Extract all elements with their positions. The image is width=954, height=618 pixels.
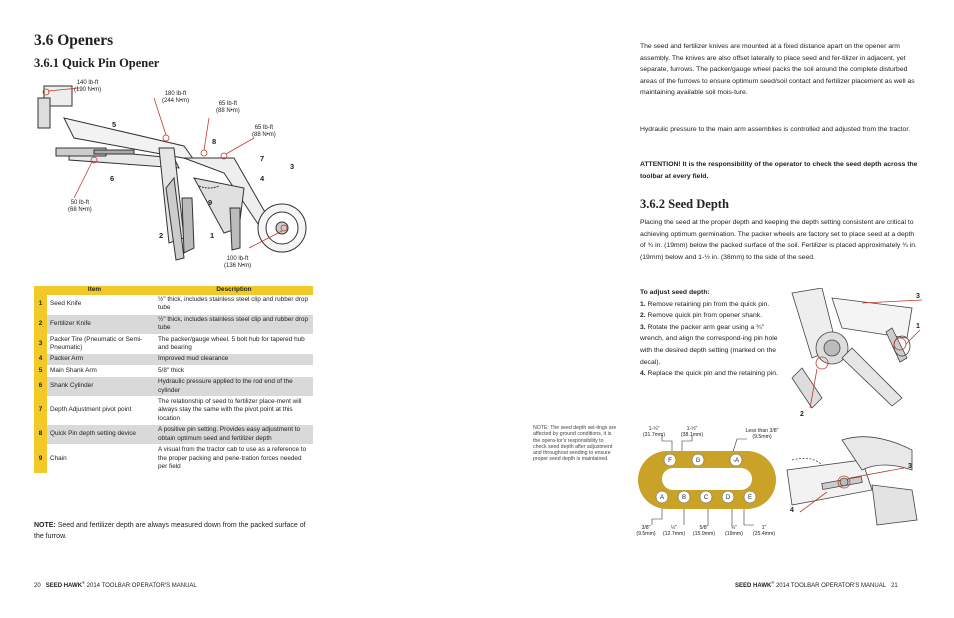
depth-side-note: NOTE: The seed depth set-tings are affected by ground conditions, it is the opera-tor's responsibility to check seed depth after adjustment and throughout seeding to ensure proper seed depth is maintained. (533, 425, 617, 463)
photo-callout: 3 (916, 293, 920, 300)
row-number: 9 (34, 445, 47, 473)
seed-depth-paragraph: Placing the seed at the proper depth and keeping the depth setting consistent are critical to achieving optimum germination. The packer wheels are factory set to place seed at a depth of ¾ in. (19mm) below the packed surface of the soil. Fertilizer is placed approximately ¾ in. (19mm) below and 1-½ in. (38mm) to the side of the seed. (640, 219, 917, 261)
torque-label: 100 lb-ft (136 N•m) (224, 256, 252, 269)
gauge-top-label: Less than 3/8" (745, 428, 779, 434)
gauge-letter: A (659, 495, 665, 501)
row-description: 5/8" thick (155, 365, 313, 376)
callout-number: 2 (159, 231, 164, 240)
gauge-letter: C (703, 495, 709, 501)
gauge-bottom-label: (15.9mm) (692, 531, 716, 537)
page-footer (735, 580, 898, 589)
footer-reg: ® (771, 580, 775, 585)
row-number: 7 (34, 397, 47, 425)
footer-title: 2014 TOOLBAR OPERATOR'S MANUAL (85, 583, 197, 589)
table-row (34, 314, 313, 334)
photo-callout: 2 (800, 411, 804, 418)
gauge-letter: G (695, 458, 701, 464)
footer-brand: SEED HAWK (45, 583, 83, 589)
note-label: NOTE: (34, 522, 56, 529)
torque-label: 65 lb-ft (88 N•m) (216, 101, 240, 114)
row-item: Seed Knife (47, 295, 155, 314)
adjust-steps (640, 287, 780, 380)
gauge-bottom-label: ½" (670, 525, 678, 531)
photo-callout: 4 (790, 507, 794, 514)
section-heading: 3.6 Openers (34, 32, 114, 49)
attention-paragraph: ATTENTION! It is the responsibility of the operator to check the seed depth across the toolbar at every field. (640, 161, 918, 180)
callout-number: 8 (212, 137, 217, 146)
callout-number: 6 (110, 174, 115, 183)
gauge-top-label: 1-¼" (648, 426, 660, 432)
callout-number: 9 (208, 198, 213, 207)
table-row (34, 425, 313, 445)
opener-diagram (34, 78, 314, 278)
table-row (34, 365, 313, 376)
row-item: Depth Adjustment pivot point (47, 397, 155, 425)
row-description: The packer/gauge wheel. 5 bolt hub for tapered hub and bearing (155, 334, 313, 354)
row-number: 2 (34, 314, 47, 334)
gauge-slot (662, 468, 752, 490)
table-row (34, 377, 313, 397)
table-header-row (34, 286, 313, 295)
hydraulic-paragraph: Hydraulic pressure to the main arm assemblies is controlled and adjusted from the tractor. (640, 126, 911, 133)
row-number: 4 (34, 354, 47, 365)
steps-title: To adjust seed depth: (640, 289, 710, 296)
gauge-bottom-label: 1" (761, 525, 767, 531)
torque-label: 50 lb-ft (68 N•m) (68, 200, 92, 213)
row-number: 3 (34, 334, 47, 354)
depth-gauge-decal (632, 425, 782, 543)
row-description: ½" thick, includes stainless steel clip and rubber drop tube (155, 295, 313, 314)
photo-callout: 3 (908, 463, 912, 470)
gauge-bottom-label: (9.5mm) (636, 531, 656, 537)
gauge-top-label: 1-½" (686, 426, 698, 432)
page-number: 21 (891, 583, 898, 589)
quick-pin-photo (782, 288, 922, 418)
gauge-letter: E (747, 495, 753, 501)
row-item: Chain (47, 445, 155, 473)
row-item: Shank Cylinder (47, 377, 155, 397)
row-description: A positive pin setting. Provides easy adjustment to obtain optimum seed and fertilizer depth (155, 425, 313, 445)
callout-number: 4 (260, 174, 265, 183)
table-row (34, 397, 313, 425)
gauge-letter: B (681, 495, 687, 501)
row-description: The relationship of seed to fertilizer place-ment will always stay the same with the pivot point at this location (155, 397, 313, 425)
step-item: 4. Replace the quick pin and the retaining pin. (640, 370, 778, 378)
footer-brand: SEED HAWK (735, 583, 772, 589)
table-row (34, 295, 313, 314)
row-description: A visual from the tractor cab to use as a reference to the proper packing and pene-tration forces needed per field (155, 445, 313, 473)
footer-title: 2014 TOOLBAR OPERATOR'S MANUAL (774, 583, 887, 589)
table-row (34, 334, 313, 354)
callout-number: 1 (210, 231, 215, 240)
gauge-letter: D (725, 495, 731, 501)
table-header-description: Description (155, 286, 313, 295)
gauge-bottom-label: (19mm) (725, 531, 743, 537)
row-item: Packer Arm (47, 354, 155, 365)
footer-reg: ® (82, 580, 85, 585)
page-number: 20 (34, 583, 41, 589)
row-number: 1 (34, 295, 47, 314)
right-page (477, 0, 954, 618)
table-row (34, 445, 313, 473)
gauge-top-label: (38.1mm) (680, 432, 704, 438)
gauge-drawing (632, 425, 782, 543)
photo-callout: 1 (916, 323, 920, 330)
table-row (34, 354, 313, 365)
table-header-item: Item (34, 286, 155, 295)
torque-label: 180 lb-ft (244 N•m) (162, 91, 190, 104)
subsection-heading: 3.6.1 Quick Pin Opener (34, 56, 160, 70)
wrench-photo (782, 430, 922, 540)
callout-number: 7 (260, 154, 265, 163)
row-item: Quick Pin depth setting device (47, 425, 155, 445)
step-item: 1. Remove retaining pin from the quick pin. (640, 300, 770, 308)
row-number: 5 (34, 365, 47, 376)
row-description: Hydraulic pressure applied to the rod end of the cylinder (155, 377, 313, 397)
page-footer (34, 580, 197, 589)
torque-label: 140 lb-ft (190 N•m) (74, 80, 102, 93)
callout-number: 3 (290, 162, 295, 171)
opener-drawing (34, 78, 314, 278)
row-item: Main Shank Arm (47, 365, 155, 376)
step-item: 3. Rotate the packer arm gear using a ¾" wrench, and align the correspond-ing pin hole with the desired depth setting (marked on the decal). (640, 323, 778, 366)
row-description: ½" thick, includes stainless steel clip and rubber drop tube (155, 314, 313, 334)
wrench-drawing (782, 430, 922, 540)
row-description: Improved mud clearance (155, 354, 313, 365)
gauge-bottom-label: (12.7mm) (662, 531, 686, 537)
torque-label: 65 lb-ft (88 N•m) (252, 125, 276, 138)
gauge-top-label: (9.5mm) (752, 434, 772, 440)
gauge-bottom-label: 3/8" (641, 525, 651, 531)
measurement-note (34, 520, 314, 542)
row-number: 8 (34, 425, 47, 445)
quick-pin-drawing (782, 288, 922, 418)
seed-depth-heading: 3.6.2 Seed Depth (640, 197, 729, 211)
row-item: Fertilizer Knife (47, 314, 155, 334)
row-number: 6 (34, 377, 47, 397)
callout-number: 5 (112, 120, 117, 129)
gauge-letter: -A (733, 458, 739, 464)
gauge-bottom-label: (25.4mm) (752, 531, 776, 537)
row-item: Packer Tire (Pneumatic or Semi-Pneumatic) (47, 334, 155, 354)
component-table (34, 286, 313, 473)
gauge-bottom-label: 5/8" (699, 525, 709, 531)
gauge-top-label: (31.7mm) (642, 432, 666, 438)
gauge-letter: F (668, 458, 672, 464)
step-item: 2. Remove quick pin from opener shank. (640, 312, 763, 320)
note-text: Seed and fertilizer depth are always measured down from the packed surface of the furrow. (34, 522, 306, 540)
intro-paragraph: The seed and fertilizer knives are mounted at a fixed distance apart on the opener arm assembly. The knives are also offset laterally to place seed and fer-tilizer in adjacent, yet separate, furrows. The packer/gauge wheel packs the soil around the complete disturbed areas of the furrows to ensure optimum seed/soil contact and fertilizer placement as well as maintaining available soil mois-ture. (640, 43, 915, 97)
gauge-bottom-label: ¾" (730, 525, 738, 531)
